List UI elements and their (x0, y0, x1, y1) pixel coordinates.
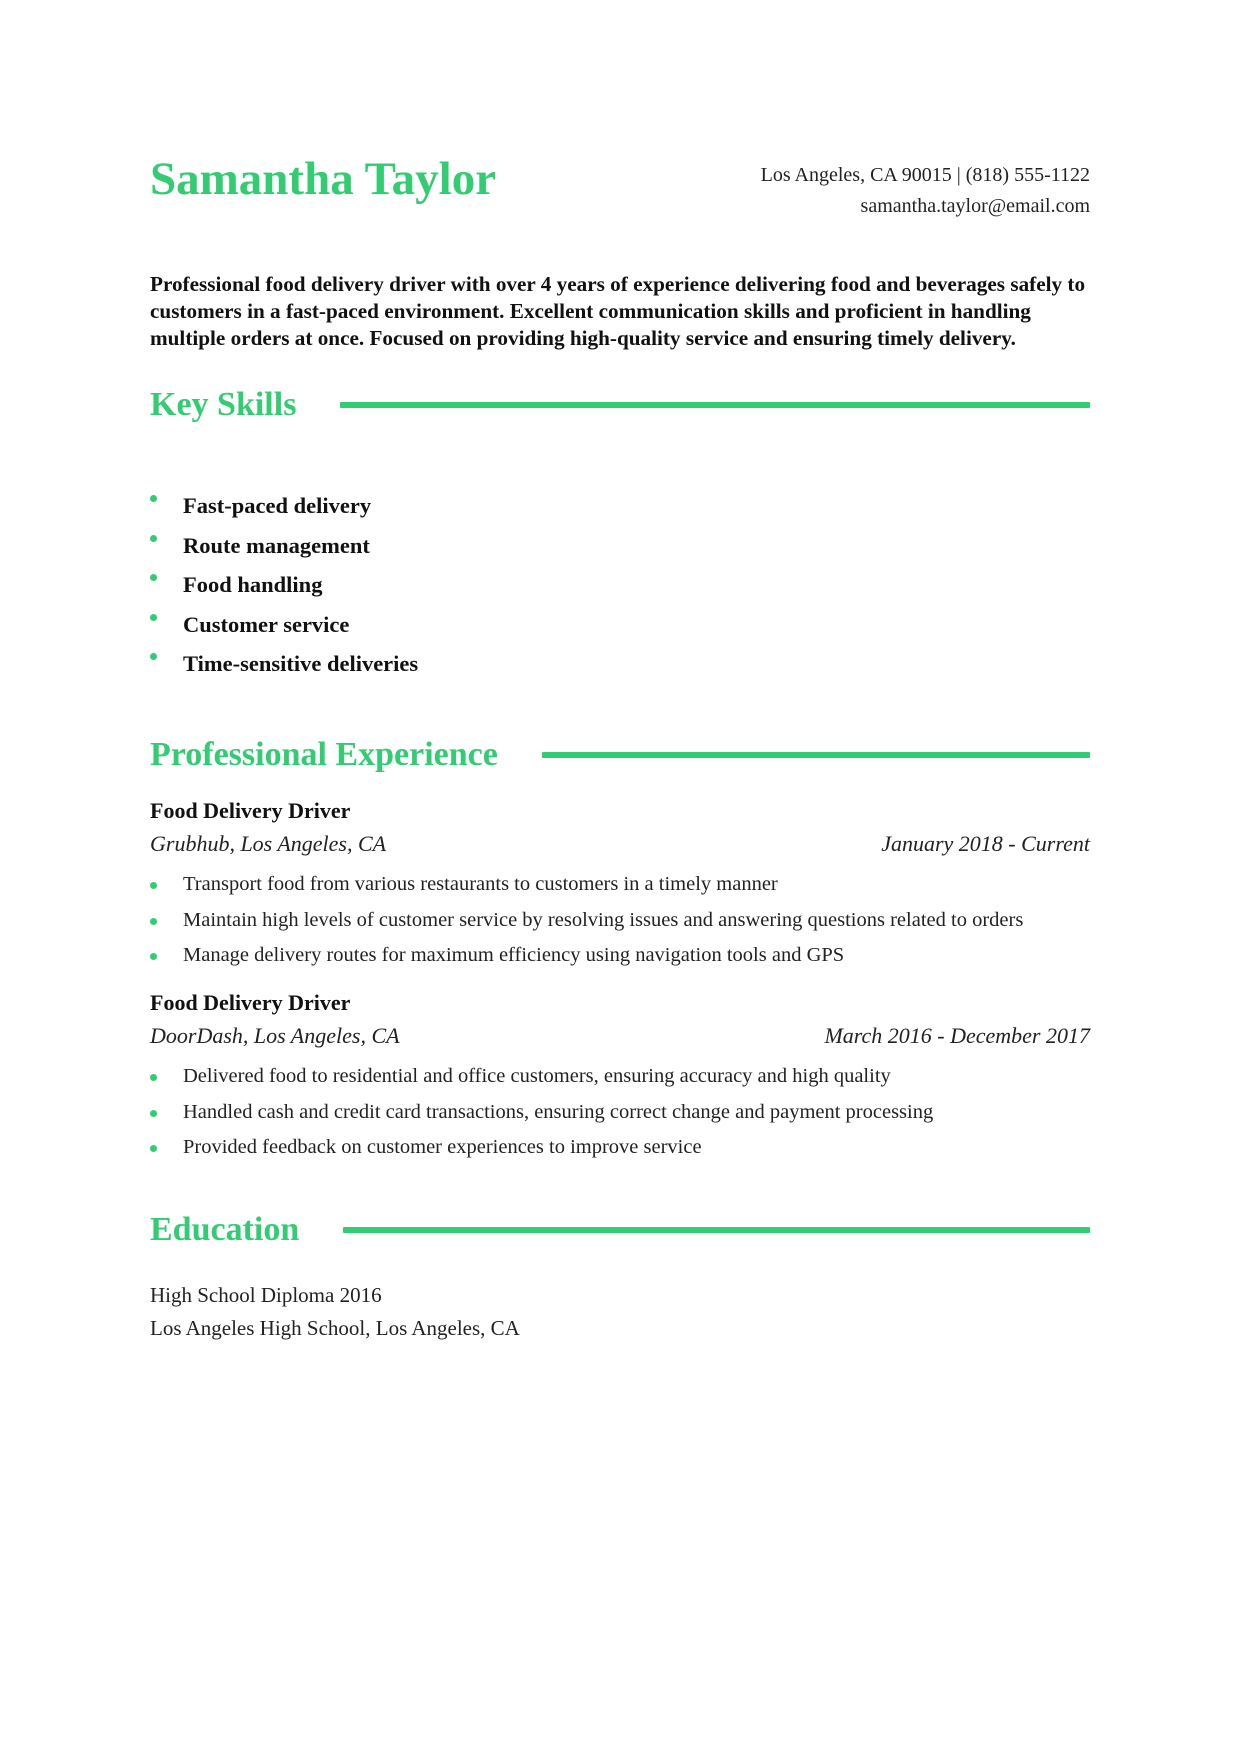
contact-email: samantha.taylor@email.com (860, 195, 1090, 217)
education-degree: High School Diploma 2016 (150, 1283, 382, 1307)
bullet-icon (150, 1074, 157, 1081)
bullet-icon (150, 1110, 157, 1117)
job-meta (150, 1021, 1090, 1051)
job-title: Food Delivery Driver (150, 990, 351, 1015)
duty-item: Maintain high levels of customer service by resolving issues and answering questions related to orders (150, 903, 1090, 939)
bullet-icon (150, 495, 157, 502)
job-dates: January 2018 - Current (881, 831, 1090, 856)
section-divider (340, 402, 1090, 408)
education-section-header (150, 1205, 1090, 1255)
skills-section-title: Key Skills (150, 386, 297, 423)
experience-section-title: Professional Experience (150, 736, 498, 773)
duty-item: Provided feedback on customer experiences to improve service (150, 1130, 1090, 1166)
skill-item: Route management (150, 526, 1090, 566)
duty-item: Manage delivery routes for maximum efficiency using navigation tools and GPS (150, 938, 1090, 974)
education-section-title: Education (150, 1211, 300, 1248)
job-duties-list (150, 867, 1090, 974)
duty-item: Handled cash and credit card transactions, ensuring correct change and payment processing (150, 1095, 1090, 1131)
professional-summary: Professional food delivery driver with over 4 years of experience delivering food and beverages safely to customers in a fast-paced environment. Excellent communication skills and proficient in handling multiple orders at once. Focused on providing high-quality service and ensuring timely delivery. (150, 272, 1086, 350)
bullet-icon (150, 882, 157, 889)
skill-item: Fast-paced delivery (150, 486, 1090, 526)
education-details (150, 1279, 520, 1345)
job-duties-list (150, 1059, 1090, 1166)
bullet-icon (150, 574, 157, 581)
bullet-icon (150, 1145, 157, 1152)
skill-item: Time-sensitive deliveries (150, 644, 1090, 684)
bullet-icon (150, 918, 157, 925)
bullet-icon (150, 614, 157, 621)
duty-item: Transport food from various restaurants to customers in a timely manner (150, 867, 1090, 903)
job-dates: March 2016 - December 2017 (824, 1023, 1090, 1048)
job-title: Food Delivery Driver (150, 798, 351, 823)
contact-info (761, 160, 1090, 222)
section-divider (343, 1227, 1090, 1233)
duty-item: Delivered food to residential and office customers, ensuring accuracy and high quality (150, 1059, 1090, 1095)
resume-header (150, 150, 1090, 230)
section-divider (542, 752, 1090, 758)
skill-item: Customer service (150, 605, 1090, 645)
bullet-icon (150, 653, 157, 660)
skill-item: Food handling (150, 565, 1090, 605)
contact-location-phone: Los Angeles, CA 90015 | (818) 555-1122 (760, 164, 1090, 186)
skills-list (150, 486, 1090, 684)
job-company: Grubhub, Los Angeles, CA (150, 831, 387, 856)
experience-section-header (150, 730, 1090, 780)
bullet-icon (150, 953, 157, 960)
education-school: Los Angeles High School, Los Angeles, CA (150, 1316, 520, 1340)
job-meta (150, 829, 1090, 859)
job-company: DoorDash, Los Angeles, CA (150, 1023, 400, 1048)
candidate-name: Samantha Taylor (150, 153, 497, 205)
bullet-icon (150, 535, 157, 542)
skills-section-header (150, 380, 1090, 430)
